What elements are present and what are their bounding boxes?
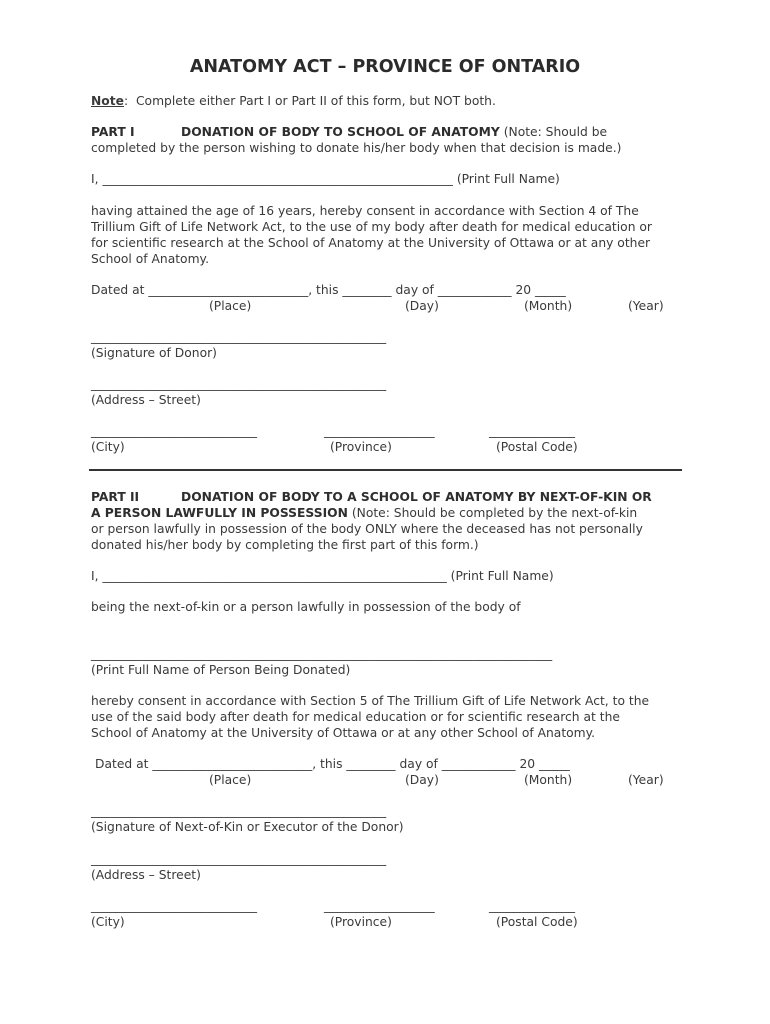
part1-month-label: (Month) xyxy=(524,299,573,313)
part1-postal-field[interactable]: ______________ xyxy=(489,424,576,438)
page-title: ANATOMY ACT – PROVINCE OF ONTARIO xyxy=(189,57,581,77)
part1-label: PART I xyxy=(91,125,135,139)
part1-place-label: (Place) xyxy=(209,299,252,313)
part2-note-2: or person lawfully in possession of the body ONLY where the deceased has not personally xyxy=(91,522,643,536)
part1-heading-line xyxy=(181,124,607,140)
part2-donated-name-label: (Print Full Name of Person Being Donated) xyxy=(91,663,351,677)
part1-signature-label: (Signature of Donor) xyxy=(91,346,217,360)
part2-day-label: (Day) xyxy=(405,773,439,787)
part2-note-1: (Note: Should be completed by the next-of-kin xyxy=(351,506,638,520)
part1-city-label: (City) xyxy=(91,440,125,454)
part2-name-field[interactable]: I, ________________________________________________________ (Print Full Name) xyxy=(91,569,554,583)
part2-consent-3: School of Anatomy at the University of Ottawa or at any other School of Anatomy. xyxy=(91,726,596,740)
part2-address-label: (Address – Street) xyxy=(91,868,201,882)
note-label: Note xyxy=(91,94,124,108)
part2-donated-name-field[interactable]: ___________________________________________________________________________ xyxy=(91,647,553,661)
part2-heading-2: A PERSON LAWFULLY IN POSSESSION xyxy=(91,506,348,520)
part1-name-field[interactable]: I, _________________________________________________________ (Print Full Name) xyxy=(91,172,560,186)
part1-postal-label: (Postal Code) xyxy=(496,440,578,454)
part2-signature-label: (Signature of Next-of-Kin or Executor of the Donor) xyxy=(91,820,404,834)
part2-month-label: (Month) xyxy=(524,773,573,787)
part1-consent-2: Trillium Gift of Life Network Act, to the use of my body after death for medical education or xyxy=(91,220,652,234)
part2-place-label: (Place) xyxy=(209,773,252,787)
part2-dated-field[interactable]: Dated at __________________________, this ________ day of ____________ 20 _____ xyxy=(95,757,570,771)
part1-address-label: (Address – Street) xyxy=(91,393,201,407)
part2-year-label: (Year) xyxy=(628,773,664,787)
part2-postal-label: (Postal Code) xyxy=(496,915,578,929)
part1-year-label: (Year) xyxy=(628,299,664,313)
note-colon: : xyxy=(123,94,129,108)
part1-dated-field[interactable]: Dated at __________________________, this ________ day of ____________ 20 _____ xyxy=(91,283,566,297)
part2-consent-2: use of the said body after death for medical education or for scientific research at the xyxy=(91,710,620,724)
note-text: Complete either Part I or Part II of this form, but NOT both. xyxy=(135,94,496,108)
section-divider xyxy=(89,469,682,471)
part2-being-text: being the next-of-kin or a person lawfully in possession of the body of xyxy=(91,600,521,614)
part1-consent-3: for scientific research at the School of Anatomy at the University of Ottawa or at any other xyxy=(91,236,651,250)
part1-address-field[interactable]: ________________________________________________ xyxy=(91,377,387,391)
part1-consent-4: School of Anatomy. xyxy=(91,252,209,266)
part2-province-field[interactable]: __________________ xyxy=(324,899,435,913)
part2-note-3: donated his/her body by completing the first part of this form.) xyxy=(91,538,479,552)
part1-note-2: completed by the person wishing to donate his/her body when that decision is made.) xyxy=(91,141,622,155)
part2-heading-line xyxy=(91,505,637,521)
part2-heading-1: DONATION OF BODY TO A SCHOOL OF ANATOMY BY NEXT-OF-KIN OR xyxy=(181,490,652,504)
part1-city-field[interactable]: ___________________________ xyxy=(91,424,258,438)
part2-city-label: (City) xyxy=(91,915,125,929)
part1-consent-1: having attained the age of 16 years, hereby consent in accordance with Section 4 of The xyxy=(91,204,639,218)
form-note xyxy=(91,93,496,109)
part2-province-label: (Province) xyxy=(330,915,392,929)
part1-signature-field[interactable]: ________________________________________________ xyxy=(91,330,387,344)
part2-city-field[interactable]: ___________________________ xyxy=(91,899,258,913)
part2-signature-field[interactable]: ________________________________________________ xyxy=(91,804,387,818)
part1-province-label: (Province) xyxy=(330,440,392,454)
part2-postal-field[interactable]: ______________ xyxy=(489,899,576,913)
part1-heading: DONATION OF BODY TO SCHOOL OF ANATOMY xyxy=(181,125,500,139)
part2-consent-1: hereby consent in accordance with Section 5 of The Trillium Gift of Life Network Act, to the xyxy=(91,694,650,708)
part1-province-field[interactable]: __________________ xyxy=(324,424,435,438)
part1-note-1: (Note: Should be xyxy=(503,125,608,139)
part2-label: PART II xyxy=(91,490,140,504)
part2-address-field[interactable]: ________________________________________________ xyxy=(91,852,387,866)
part1-day-label: (Day) xyxy=(405,299,439,313)
